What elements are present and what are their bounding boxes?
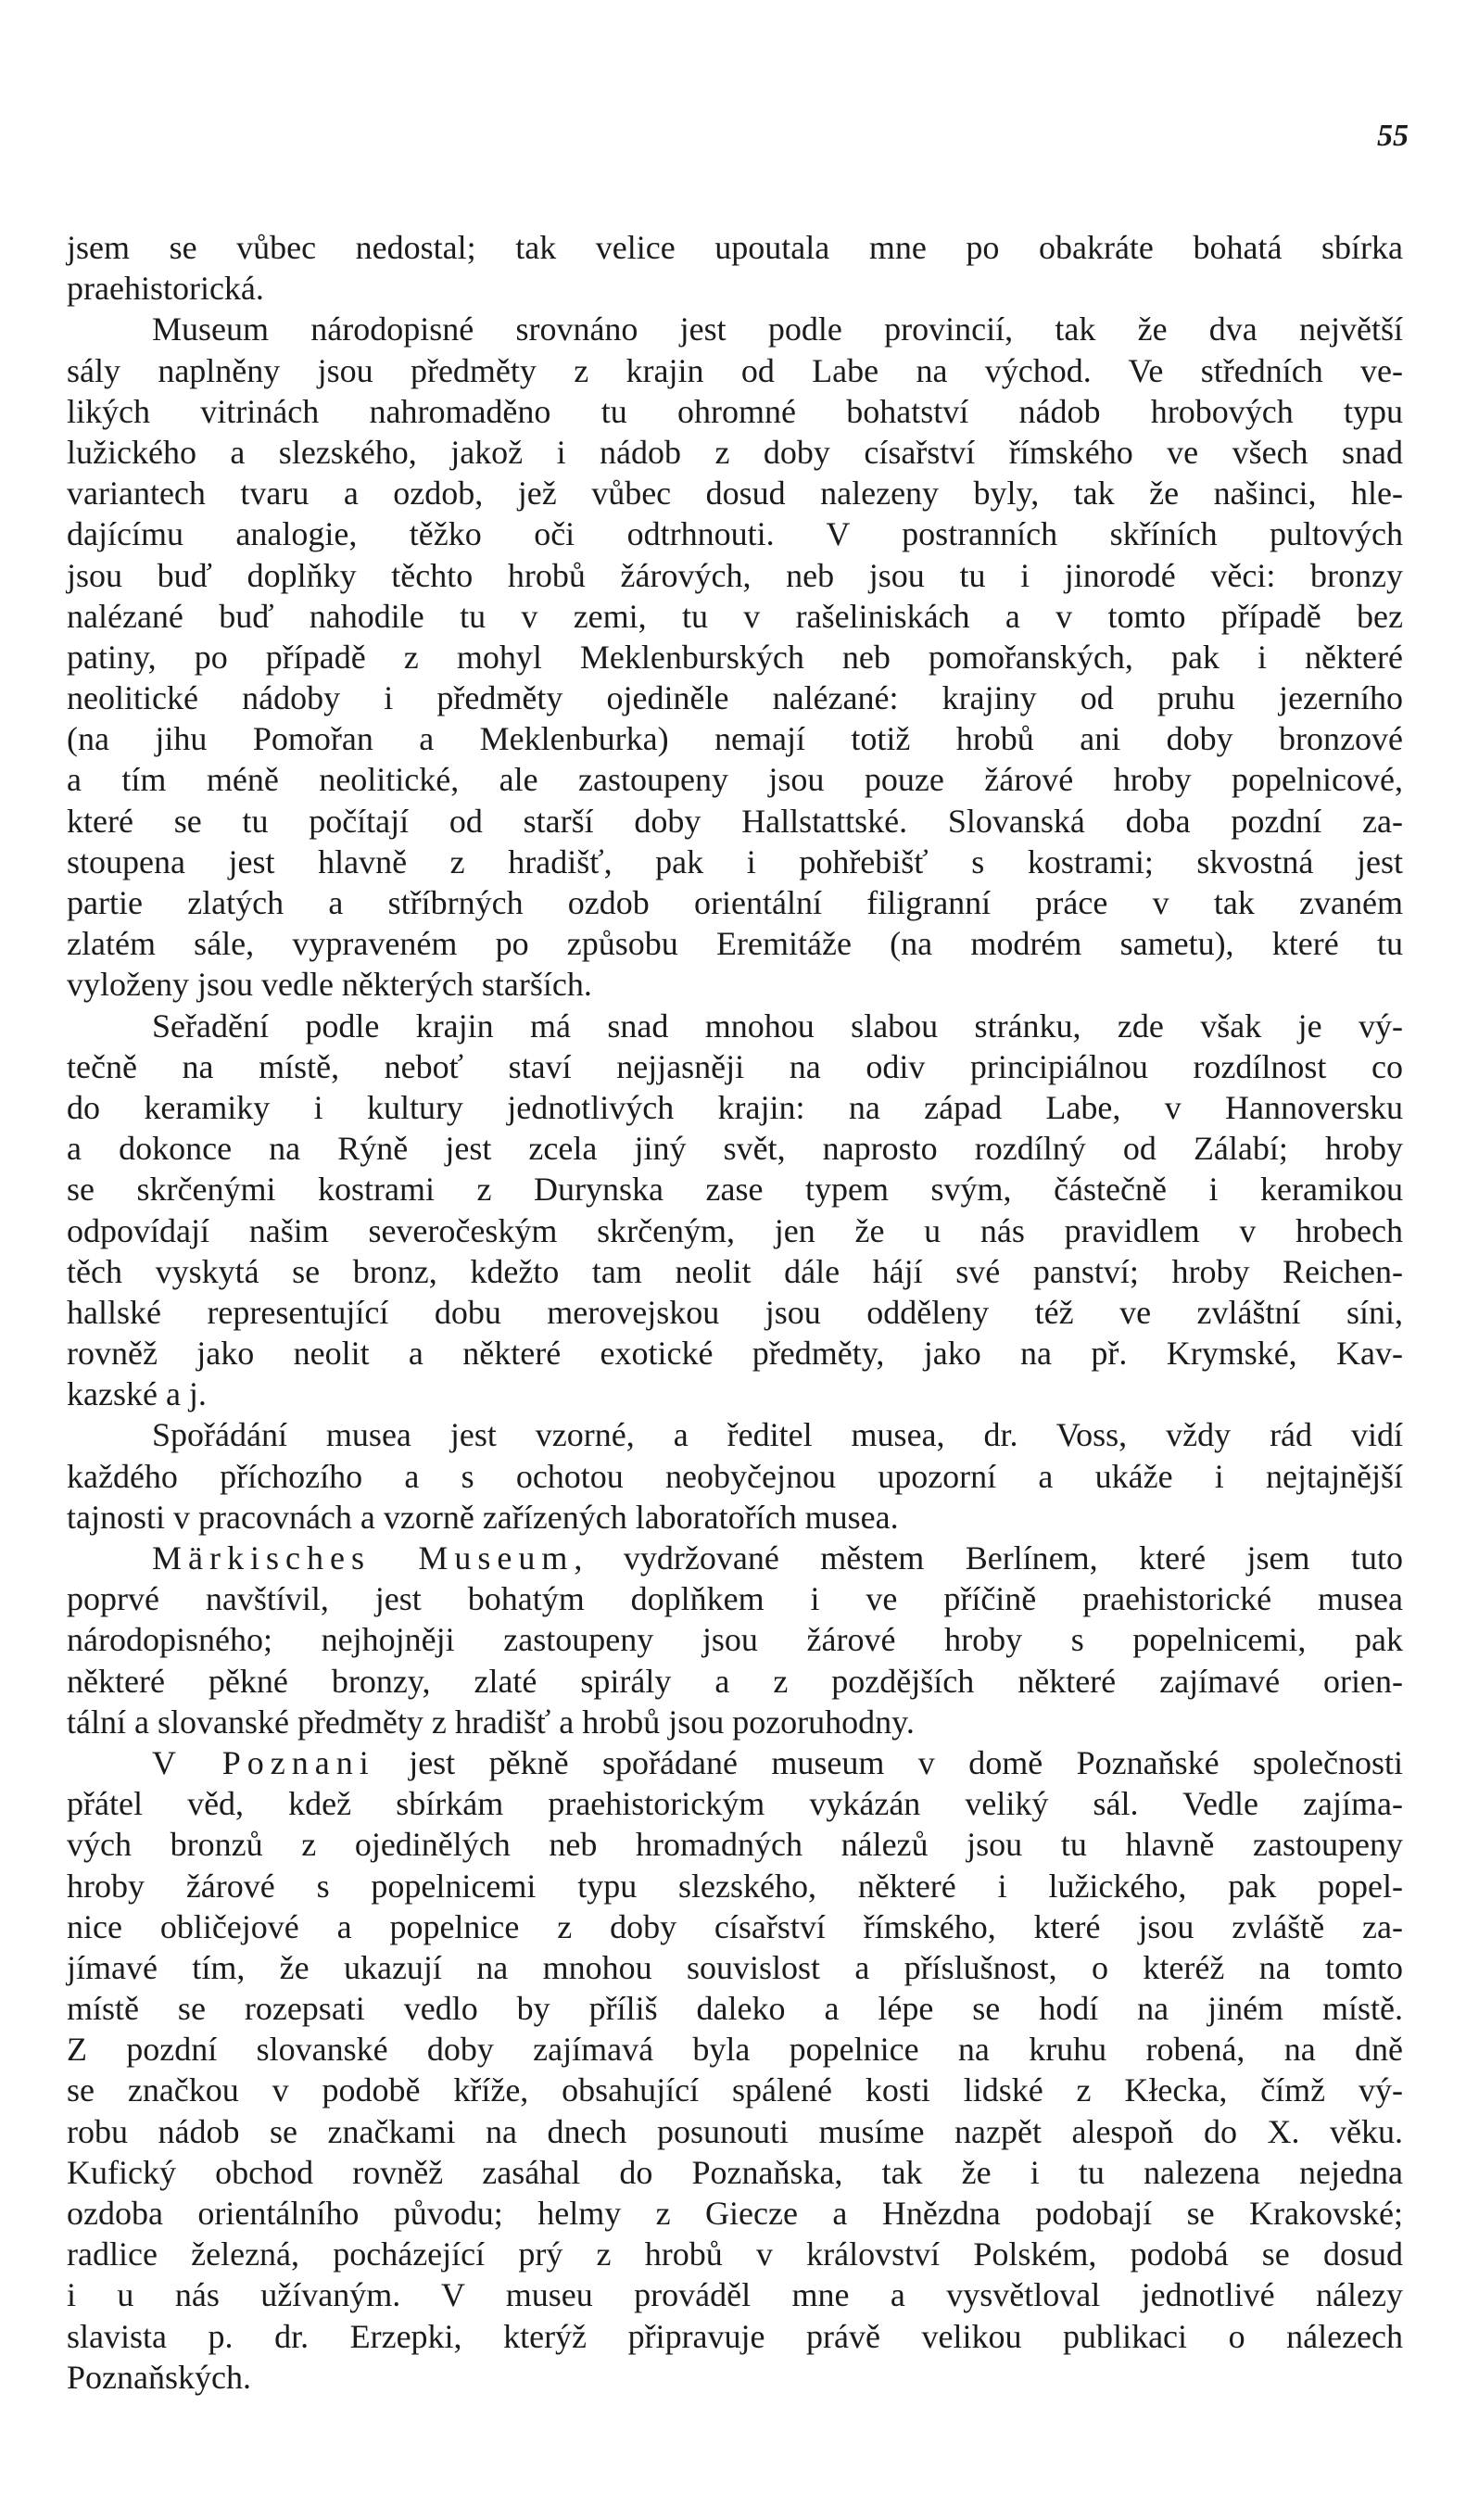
text-line: některé pěkné bronzy, zlaté spirály a z pozdějších některé zajímavé orien- bbox=[67, 1662, 1403, 1700]
text-line: praehistorická. bbox=[67, 270, 264, 308]
text-line: přátel věd, kdež sbírkám praehistorickým vykázán veliký sál. Vedle zajíma- bbox=[67, 1785, 1403, 1823]
text-line: vých bronzů z ojedinělých neb hromadných nálezů jsou tu hlavně zastoupeny bbox=[67, 1826, 1403, 1864]
text-line: Z pozdní slovanské doby zajímavá byla popelnice na kruhu robená, na dně bbox=[67, 2031, 1403, 2069]
text-line: do keramiky i kultury jednotlivých krajin: na západ Labe, v Hannoversku bbox=[67, 1088, 1403, 1126]
text-line: nalézané buď nahodile tu v zemi, tu v rašeliniskách a v tomto případě bez bbox=[67, 597, 1403, 635]
text-line: a tím méně neolitické, ale zastoupeny jsou pouze žárové hroby popelnicové, bbox=[67, 761, 1403, 799]
text-line: Spořádání musea jest vzorné, a ředitel musea, dr. Voss, vždy rád vidí bbox=[152, 1416, 1403, 1454]
line-text: , vydržované městem Berlínem, které jsem tuto bbox=[574, 1539, 1403, 1577]
text-line bbox=[67, 1538, 1403, 1578]
text-line: národopisného; nejhojněji zastoupeny jsou žárové hroby s popelnicemi, pak bbox=[67, 1621, 1403, 1659]
text-line: sály naplněny jsou předměty z krajin od Labe na východ. Ve středních ve- bbox=[67, 351, 1403, 389]
text-line: které se tu počítají od starší doby Hallstattské. Slovanská doba pozdní za- bbox=[67, 802, 1403, 840]
text-line: partie zlatých a stříbrných ozdob orientální filigranní práce v tak zvaném bbox=[67, 884, 1403, 921]
text-line: likých vitrinách nahromaděno tu ohromné bohatství nádob hrobových typu bbox=[67, 392, 1403, 430]
text-line: Kufický obchod rovněž zasáhal do Poznaňska, tak že i tu nalezena nejedna bbox=[67, 2153, 1403, 2191]
text-line: odpovídají našim severočeským skrčeným, jen že u nás pravidlem v hrobech bbox=[67, 1211, 1403, 1249]
line-text: jest pěkně spořádané museum v domě Poznaňské společnosti bbox=[374, 1743, 1404, 1781]
text-line: neolitické nádoby i předměty ojediněle nalézané: krajiny od pruhu jezerního bbox=[67, 679, 1403, 717]
text-line: tální a slovanské předměty z hradišť a hrobů jsou pozoruhodny. bbox=[67, 1703, 915, 1741]
text-line: (na jihu Pomořan a Meklenburka) nemají totiž hrobů ani doby bronzové bbox=[67, 720, 1403, 758]
text-line: tečně na místě, neboť staví nejjasněji na odiv principiálnou rozdílnost co bbox=[67, 1047, 1403, 1085]
paragraph bbox=[67, 309, 1403, 1005]
text-line: i u nás užívaným. V museu prováděl mne a vysvětloval jednotlivé nálezy bbox=[67, 2276, 1403, 2314]
text-line: Museum národopisné srovnáno jest podle provincií, tak že dva největší bbox=[152, 310, 1403, 348]
text-line: rovněž jako neolit a některé exotické předměty, jako na př. Krymské, Kav- bbox=[67, 1335, 1403, 1373]
paragraph bbox=[67, 227, 1403, 309]
text-line: jímavé tím, že ukazují na mnohou souvislost a příslušnost, o kteréž na tomto bbox=[67, 1948, 1403, 1986]
text-line: patiny, po případě z mohyl Meklenburských neb pomořanských, pak i některé bbox=[67, 638, 1403, 676]
text-line: tajnosti v pracovnách a vzorně zařízených laboratořích musea. bbox=[67, 1498, 899, 1536]
text-line: slavista p. dr. Erzepki, kterýž připravuje právě velikou publikaci o nálezech bbox=[67, 2317, 1403, 2355]
text-line: variantech tvaru a ozdob, jež vůbec dosud nalezeny byly, tak že našinci, hle- bbox=[67, 475, 1403, 513]
text-line: stoupena jest hlavně z hradišť, pak i pohřebišť s kostrami; skvostná jest bbox=[67, 842, 1403, 880]
text-line: se značkou v podobě kříže, obsahující spálené kosti lidské z Kłecka, čímž vý- bbox=[67, 2071, 1403, 2109]
text-line: robu nádob se značkami na dnech posunouti musíme nazpět alespoň do X. věku. bbox=[67, 2112, 1403, 2150]
text-line: nice obličejové a popelnice z doby císařství římského, které jsou zvláště za- bbox=[67, 1907, 1403, 1945]
text-line: jsou buď doplňky těchto hrobů žárových, neb jsou tu i jinorodé věci: bronzy bbox=[67, 556, 1403, 594]
text-line: těch vyskytá se bronz, kdežto tam neolit dále hájí své panství; hroby Reichen- bbox=[67, 1252, 1403, 1290]
paragraph bbox=[67, 1538, 1403, 1742]
text-line: jsem se vůbec nedostal; tak velice upoutala mne po obakráte bohatá sbírka bbox=[67, 229, 1403, 266]
paragraph bbox=[67, 1414, 1403, 1538]
text-line: lužického a slezského, jakož i nádob z doby císařství římského ve všech snad bbox=[67, 433, 1403, 471]
document-body bbox=[67, 227, 1403, 2398]
text-line: a dokonce na Rýně jest zcela jiný svět, naprosto rozdílný od Zálabí; hroby bbox=[67, 1130, 1403, 1168]
text-line: dajícímu analogie, těžko oči odtrhnouti. V postranních skříních pultových bbox=[67, 515, 1403, 553]
spaced-heading-name: V Poznani bbox=[152, 1743, 375, 1781]
text-line bbox=[67, 1742, 1403, 1783]
text-line: Seřadění podle krajin má snad mnohou slabou stránku, zde však je vý- bbox=[152, 1007, 1403, 1045]
text-line: Poznaňských. bbox=[67, 2358, 251, 2396]
page-number: 55 bbox=[1377, 119, 1409, 153]
text-line: poprvé navštívil, jest bohatým doplňkem i ve příčině praehistorické musea bbox=[67, 1580, 1403, 1618]
text-line: kazské a j. bbox=[67, 1375, 207, 1413]
spaced-heading-name: Märkisches Museum bbox=[152, 1539, 575, 1577]
text-line: hallské representující dobu merovejskou jsou odděleny též ve zvláštní síni, bbox=[67, 1293, 1403, 1331]
paragraph bbox=[67, 1006, 1403, 1415]
text-line: vyloženy jsou vedle některých starších. bbox=[67, 966, 592, 1004]
text-line: radlice železná, pocházející prý z hrobů v království Polském, podobá se dosud bbox=[67, 2235, 1403, 2273]
text-line: hroby žárové s popelnicemi typu slezského, některé i lužického, pak popel- bbox=[67, 1867, 1403, 1905]
text-line: ozdoba orientálního původu; helmy z Giecze a Hnězdna podobají se Krakovské; bbox=[67, 2195, 1403, 2232]
text-line: se skrčenými kostrami z Durynska zase typem svým, částečně i keramikou bbox=[67, 1171, 1403, 1209]
text-line: každého příchozího a s ochotou neobyčejnou upozorní a ukáže i nejtajnější bbox=[67, 1457, 1403, 1495]
text-line: zlatém sále, vypraveném po způsobu Eremitáže (na modrém sametu), které tu bbox=[67, 925, 1403, 963]
text-line: místě se rozepsati vedlo by příliš daleko a lépe se hodí na jiném místě. bbox=[67, 1990, 1403, 2028]
paragraph bbox=[67, 1742, 1403, 2398]
